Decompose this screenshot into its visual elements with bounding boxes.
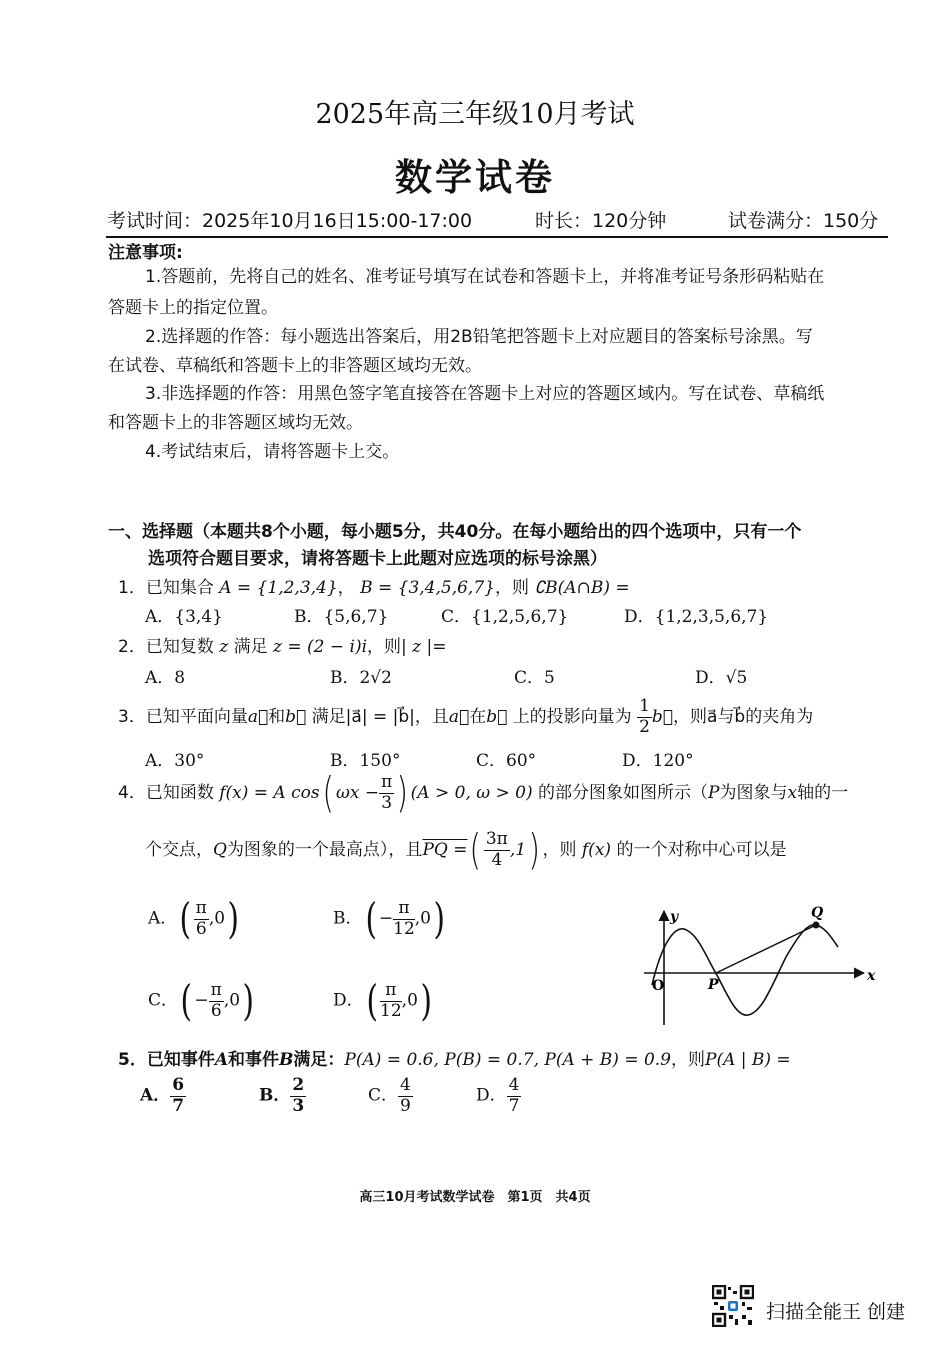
q1-sep: ， xyxy=(337,578,355,598)
section-heading: 一、选择题（本题共8个小题，每小题5分，共40分。在每小题给出的四个选项中，只有一个 xyxy=(108,522,802,542)
q5-opt-num: 6 xyxy=(172,1075,185,1095)
notice-heading: 注意事项: xyxy=(108,243,183,263)
q4-opt-num: π xyxy=(210,979,222,1000)
q5-opt-den: 7 xyxy=(172,1095,185,1116)
q2-then: ，则 xyxy=(367,637,402,657)
notice-line: 答题卡上的指定位置。 xyxy=(108,298,278,318)
origin-label: O xyxy=(652,978,665,994)
q5-option-b xyxy=(259,1076,306,1116)
q5-and: 和事件 xyxy=(228,1050,280,1070)
q1-expr: ∁B(A∩B) = xyxy=(534,578,630,598)
q4-pi3-fraction xyxy=(379,773,394,813)
q5-ask: P(A | B) = xyxy=(705,1050,791,1070)
q2-var: z xyxy=(219,637,229,657)
q4-option-d xyxy=(333,976,434,1025)
q4-opt-den: 12 xyxy=(380,1000,402,1021)
q5-opt-fraction xyxy=(170,1076,186,1116)
q5-opt-label: A． xyxy=(140,1085,171,1106)
right-paren: ) xyxy=(528,825,541,874)
q4-opt-label: D． xyxy=(333,990,364,1011)
full-score: 试卷满分：150分 xyxy=(728,210,879,232)
q4-opt-label: A． xyxy=(148,908,178,929)
q2-abs: | z |= xyxy=(401,637,447,657)
q4-pi-num: π xyxy=(381,771,393,792)
right-paren: ) xyxy=(420,976,432,1025)
left-paren: ( xyxy=(322,768,334,817)
left-paren: ( xyxy=(179,894,192,943)
q3-and: 和 xyxy=(268,707,286,728)
y-label: y xyxy=(670,909,679,925)
page-footer: 高三10月考试数学试卷 第1页 共4页 xyxy=(359,1190,591,1205)
q5-opt-label: C． xyxy=(368,1085,399,1106)
q4-stem: 4．已知函数 xyxy=(118,783,214,803)
q3-stem: 3．已知平面向量 xyxy=(118,707,248,728)
left-paren: ( xyxy=(180,976,192,1025)
x-label: x xyxy=(867,968,876,984)
q3-tail: ，则a⃗与b⃗的夹角为 xyxy=(673,707,814,728)
q1-set-b: B = {3,4,5,6,7} xyxy=(360,578,495,598)
notice-line: 3.非选择题的作答：用黑色签字笔直接答在答题卡上对应的答题区域内。写在试卷、草稿纸 xyxy=(145,384,825,404)
q4-opt-fraction xyxy=(380,981,402,1021)
q1-then: ，则 xyxy=(494,578,529,598)
pq-segment xyxy=(716,925,816,973)
q5-opt-num: 4 xyxy=(508,1075,520,1095)
question-4 xyxy=(118,768,849,817)
q5-a: A xyxy=(214,1050,229,1070)
q2-option-c: C．5 xyxy=(514,668,555,688)
q4-opt-den: 6 xyxy=(195,918,207,939)
q4-text3: 轴的一 xyxy=(797,783,849,803)
q2-option-a: A．8 xyxy=(145,668,186,688)
qr-code-icon xyxy=(712,1285,754,1327)
notice-line: 2.选择题的作答：每小题选出答案后，用2B铅笔把答题卡上对应题目的答案标号涂黑。写 xyxy=(145,327,813,347)
notice-line: 1.答题前，先将自己的姓名、准考证号填写在试卷和答题卡上，并将准考证号条形码粘贴在 xyxy=(145,267,825,287)
q4-opt-fraction xyxy=(393,899,415,939)
q3-proj-mid: 在 xyxy=(469,707,487,728)
q4-fx: f(x) xyxy=(581,840,612,860)
question-3 xyxy=(118,697,813,737)
q4-opt-tail: ,0 xyxy=(401,990,418,1011)
right-paren: ) xyxy=(433,894,445,943)
q3-option-b: B．150° xyxy=(330,751,401,771)
q4-opt-fraction xyxy=(194,899,209,939)
q1-stem: 1．已知集合 xyxy=(118,578,214,598)
q3-vec-b: b⃗ xyxy=(285,707,307,728)
left-paren: ( xyxy=(469,825,482,874)
q4-cond: (A > 0, ω > 0) xyxy=(410,783,533,803)
q5-opt-den: 9 xyxy=(400,1095,411,1116)
q3-proj-a: a⃗ xyxy=(448,707,470,728)
point-q xyxy=(813,922,820,929)
q3-proj-vec: b⃗ xyxy=(651,707,674,728)
q4-opt-sign: − xyxy=(378,908,394,929)
right-paren: ) xyxy=(227,894,240,943)
exam-time: 考试时间：2025年10月16日15:00-17:00 xyxy=(107,210,473,232)
header-rule xyxy=(106,236,888,238)
q4-opt-den: 6 xyxy=(210,1000,222,1021)
q4-opt-tail: ,0 xyxy=(223,990,241,1011)
q4-vec-tail: ,1 xyxy=(509,840,527,860)
q-label: Q xyxy=(811,905,824,921)
q4-option-a xyxy=(148,894,241,943)
q3-vec-a: a⃗ xyxy=(247,707,269,728)
left-paren: ( xyxy=(364,894,377,943)
right-paren: ) xyxy=(242,976,255,1025)
q4-opt-num: π xyxy=(393,899,415,920)
right-paren: ) xyxy=(396,768,409,817)
q4-opt-num: π xyxy=(380,981,402,1002)
q4-line2b: 为图象的一个最高点），且 xyxy=(226,840,423,860)
q4-option-c xyxy=(148,976,256,1025)
q4-opt-tail: ,0 xyxy=(208,908,226,929)
q4-opt-sign: − xyxy=(194,990,209,1011)
q2-option-b: B．2√2 xyxy=(330,668,392,688)
notice-line: 4.考试结束后，请将答题卡上交。 xyxy=(145,442,400,462)
q2-mid: 满足 xyxy=(233,637,268,657)
q5-opt-den: 7 xyxy=(508,1095,520,1116)
question-1 xyxy=(118,573,630,598)
q5-opt-label: B． xyxy=(259,1085,291,1106)
q4-option-b xyxy=(333,894,447,943)
q4-line2d: 的一个对称中心可以是 xyxy=(616,840,787,860)
q4-text1: 的部分图象如图所示（ xyxy=(538,783,709,803)
notice-line: 和答题卡上的非答题区域均无效。 xyxy=(108,413,363,433)
scanner-watermark: 扫描全能王 创建 xyxy=(766,1301,906,1323)
q5-cond: 满足： xyxy=(293,1050,345,1070)
q4-vec-num: 3π xyxy=(485,828,508,849)
q1-option-c: C．{1,2,5,6,7} xyxy=(441,607,569,627)
q1-option-d: D．{1,2,3,5,6,7} xyxy=(624,607,769,627)
q4-x: x xyxy=(787,783,798,803)
q4-pi-den: 3 xyxy=(381,792,393,813)
q5-opt-den: 3 xyxy=(292,1095,305,1116)
q4-opt-label: B． xyxy=(333,908,363,929)
q2-expr: z = (2 − i)i xyxy=(273,637,368,657)
q5-opt-fraction xyxy=(507,1076,522,1116)
question-2 xyxy=(118,632,447,657)
q3-half-fraction xyxy=(637,697,652,737)
q1-set-a: A = {1,2,3,4} xyxy=(219,578,338,598)
q4-pq: PQ = xyxy=(422,840,468,860)
q5-opt-fraction xyxy=(290,1076,306,1116)
q4-opt-tail: ,0 xyxy=(414,908,432,929)
q5-option-a xyxy=(140,1076,186,1116)
q4-func: f(x) = A cos xyxy=(219,783,320,803)
q5-then: ，则 xyxy=(671,1050,705,1070)
q5-b: B xyxy=(279,1050,294,1070)
q4-opt-fraction xyxy=(209,981,224,1021)
question-5 xyxy=(118,1045,791,1070)
q3-proj-b: b⃗ xyxy=(486,707,508,728)
subject-title: 数学试卷 xyxy=(395,155,555,199)
q3-option-a: A．30° xyxy=(145,751,205,771)
exam-name: 2025年高三年级10月考试 xyxy=(315,99,635,130)
q4-opt-num: π xyxy=(195,897,207,918)
q3-option-d: D．120° xyxy=(622,751,694,771)
q5-opt-num: 4 xyxy=(400,1075,411,1095)
q5-option-d xyxy=(476,1076,521,1116)
exam-duration: 时长：120分钟 xyxy=(535,210,667,232)
q4-inner: ωx − xyxy=(335,783,380,803)
q2-option-d: D．√5 xyxy=(695,668,748,688)
q5-opt-num: 2 xyxy=(292,1075,305,1095)
q5-expr: P(A) = 0.6, P(B) = 0.7, P(A + B) = 0.9 xyxy=(344,1050,671,1070)
q3-proj-text: 上的投影向量为 xyxy=(512,707,632,728)
p-label: P xyxy=(708,977,719,993)
q1-option-b: B．{5,6,7} xyxy=(294,607,389,627)
left-paren: ( xyxy=(366,976,378,1025)
section-heading-cont: 选项符合题目要求，请将答题卡上此题对应选项的标号涂黑） xyxy=(148,549,607,569)
q5-opt-fraction xyxy=(398,1076,413,1116)
q4-vec-fraction xyxy=(484,830,510,870)
q4-text2: 为图象与 xyxy=(719,783,788,803)
q5-option-c xyxy=(368,1076,413,1116)
q5-opt-label: D． xyxy=(476,1085,507,1106)
q5-stem: 5．已知事件 xyxy=(118,1050,215,1070)
q3-option-c: C．60° xyxy=(476,751,537,771)
question-4-line2 xyxy=(145,825,787,874)
cosine-curve xyxy=(652,925,838,1015)
q2-stem: 2．已知复数 xyxy=(118,637,214,657)
q4-line2a: 个交点， xyxy=(145,840,213,860)
notice-line: 在试卷、草稿纸和答题卡上的非答题区域均无效。 xyxy=(108,356,482,376)
q3-cond: 满足|a⃗| = |b⃗|，且 xyxy=(311,707,449,728)
q4-opt-label: C． xyxy=(148,990,179,1011)
q3-half-num: 1 xyxy=(639,696,650,716)
q4-graph xyxy=(640,905,880,1030)
q1-option-a: A．{3,4} xyxy=(145,607,223,627)
q4-vec-den: 4 xyxy=(491,849,503,870)
q4-opt-den: 12 xyxy=(393,918,415,939)
q4-p: P xyxy=(708,783,720,803)
q4-q: Q xyxy=(213,840,227,860)
q4-line2c: ，则 xyxy=(542,840,577,860)
q3-half-den: 2 xyxy=(639,716,650,737)
